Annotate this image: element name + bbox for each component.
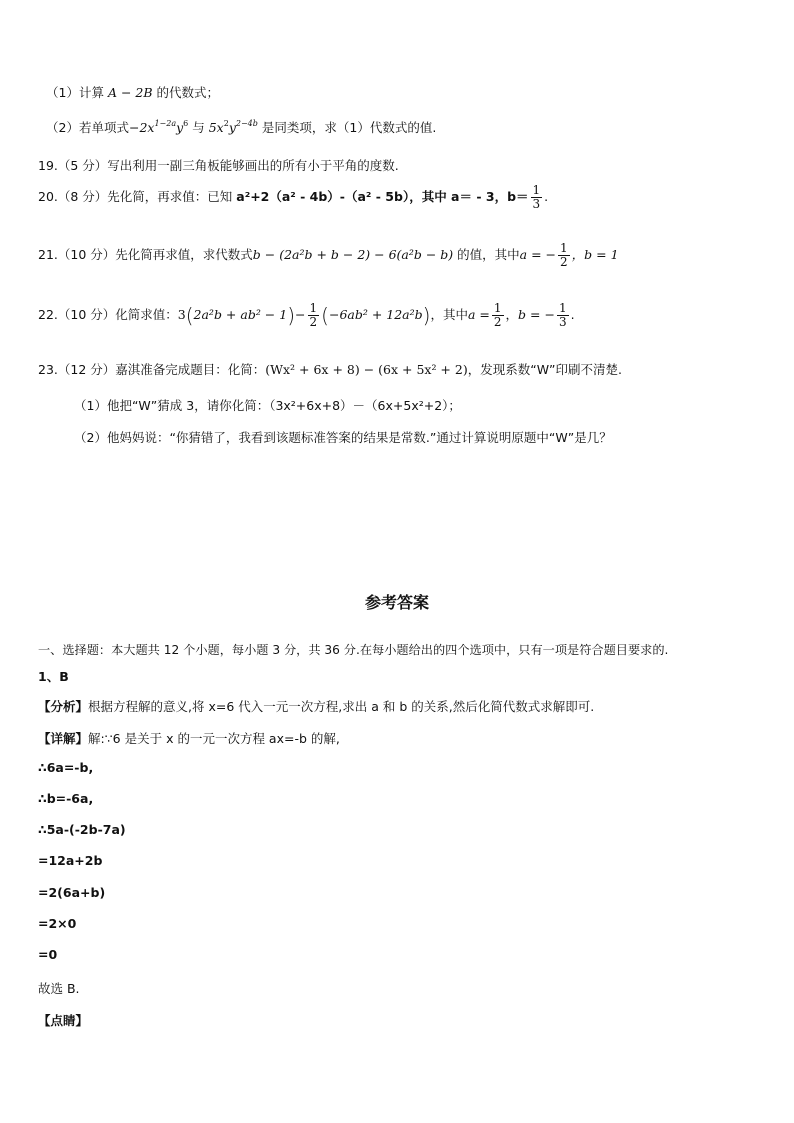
q22-close-paren-1: ) bbox=[287, 303, 296, 328]
q22-fraction-half bbox=[308, 302, 320, 329]
q22-inner-2: −6ab² + 12a²b bbox=[328, 307, 423, 322]
question-21 bbox=[38, 242, 619, 269]
q21-expression: b − (2a²b + b − 2) − 6(a²b − b) bbox=[252, 247, 454, 262]
q21-fraction bbox=[558, 242, 570, 269]
q21-frac-denominator: 2 bbox=[560, 255, 568, 269]
q22-f1-denominator: 2 bbox=[309, 315, 318, 329]
q20-prefix: 20.（8 分）先化简，再求值：已知 bbox=[38, 189, 237, 204]
solution-conclusion: 故选 B. bbox=[38, 981, 80, 996]
answer-1: 1、B bbox=[38, 669, 69, 684]
q23-expression: (Wx² + 6x + 8) − (6x + 5x² + 2) bbox=[265, 362, 468, 377]
q22-minus: − bbox=[295, 307, 306, 322]
q18-part1-suffix: 的代数式； bbox=[152, 85, 220, 100]
solution-step: ∴5a-(-2b-7a) bbox=[38, 822, 126, 837]
solution-step: =2(6a+b) bbox=[38, 885, 106, 900]
q18-part2-suffix: 是同类项，求（1）代数式的值. bbox=[257, 120, 437, 135]
q21-a-value: a = − bbox=[519, 247, 557, 262]
solution-step: ∴b=-6a, bbox=[38, 791, 94, 806]
q20-frac-numerator: 1 bbox=[532, 183, 541, 197]
monomial-2-x-exponent: 2 bbox=[223, 119, 229, 128]
q20-suffix: . bbox=[544, 189, 549, 204]
q22-f3-denominator: 3 bbox=[558, 315, 567, 329]
q22-close-paren-2: ) bbox=[422, 303, 431, 328]
q22-open-paren-1: ( bbox=[185, 303, 194, 328]
q18-part1-prefix: （1）计算 bbox=[46, 85, 108, 100]
analysis-label: 【分析】 bbox=[38, 699, 89, 714]
monomial-2-y: y bbox=[228, 120, 236, 135]
q22-b-value: b = − bbox=[518, 307, 555, 322]
detail-text: 解:∵6 是关于 x 的一元一次方程 ax=-b 的解, bbox=[88, 731, 340, 746]
answers-section-heading: 一、选择题：本大题共 12 个小题，每小题 3 分，共 36 分.在每小题给出的四个选项中，只有一项是符合题目要求的. bbox=[38, 643, 669, 657]
solution-step: ∴6a=-b, bbox=[38, 760, 94, 775]
q18-part2 bbox=[46, 118, 436, 136]
monomial-2-coef: 5x bbox=[208, 120, 224, 135]
q22-prefix: 22.（10 分）化简求值： bbox=[38, 307, 178, 322]
q20-fraction bbox=[531, 184, 543, 211]
q18-part1-expression: A − 2B bbox=[107, 85, 153, 100]
q22-coef: 3 bbox=[177, 307, 186, 322]
solution-step: =2×0 bbox=[38, 916, 77, 931]
monomial-1-x-exponent: 1−2a bbox=[154, 119, 177, 128]
analysis-text: 根据方程解的意义,将 x=6 代入一元一次方程,求出 a 和 b 的关系,然后化简代数式求解即可. bbox=[88, 699, 595, 714]
q22-separator: ， bbox=[505, 307, 519, 322]
comment-label: 【点睛】 bbox=[38, 1013, 89, 1028]
q22-fraction-a bbox=[492, 302, 504, 329]
q22-suffix: . bbox=[570, 307, 575, 322]
q21-suffix: ，b = 1 bbox=[571, 247, 619, 262]
detail-line bbox=[38, 729, 340, 747]
answers-title: 参考答案 bbox=[364, 593, 429, 612]
question-22 bbox=[38, 302, 575, 329]
q20-values: ，其中 a＝ - 3，b＝ bbox=[409, 189, 529, 204]
question-20 bbox=[38, 184, 548, 211]
q22-f2-numerator: 1 bbox=[493, 301, 502, 315]
analysis-line bbox=[38, 697, 594, 715]
q18-part2-prefix: （2）若单项式 bbox=[46, 120, 129, 135]
q22-open-paren-2: ( bbox=[321, 303, 329, 328]
q21-prefix: 21.（10 分）先化简再求值，求代数式 bbox=[38, 247, 253, 262]
q18-part1 bbox=[46, 83, 219, 101]
q22-f2-denominator: 2 bbox=[493, 315, 502, 329]
monomial-1-y-exponent: 6 bbox=[183, 119, 189, 128]
q23-sub-2: （2）他妈妈说：“你猜错了，我看到该题标准答案的结果是常数.”通过计算说明原题中“W”是几？ bbox=[74, 430, 612, 445]
q23-suffix: ，发现系数“W”印刷不清楚. bbox=[467, 362, 623, 377]
question-23 bbox=[38, 360, 622, 378]
monomial-1-y: y bbox=[176, 120, 184, 135]
q21-frac-numerator: 1 bbox=[560, 241, 568, 255]
q22-f3-numerator: 1 bbox=[558, 301, 567, 315]
detail-label: 【详解】 bbox=[38, 731, 89, 746]
q22-middle: ，其中 bbox=[430, 307, 468, 322]
q22-fraction-b bbox=[557, 302, 569, 329]
q20-expression: a²+2（a² - 4b）-（a² - 5b） bbox=[236, 189, 410, 204]
q23-sub-1: （1）他把“W”猜成 3，请你化简：（3x²+6x+8）－（6x+5x²+2）； bbox=[74, 398, 461, 413]
q21-middle: 的值，其中 bbox=[453, 247, 520, 262]
q22-a-value: a = bbox=[467, 307, 490, 322]
monomial-2-y-exponent: 2−4b bbox=[235, 119, 258, 128]
q22-f1-numerator: 1 bbox=[309, 301, 318, 315]
q20-frac-denominator: 3 bbox=[532, 197, 541, 211]
q23-prefix: 23.（12 分）嘉淇准备完成题目：化简： bbox=[38, 362, 266, 377]
solution-step: =0 bbox=[38, 947, 58, 962]
q22-inner-1: 2a²b + ab² − 1 bbox=[193, 307, 288, 322]
solution-step: =12a+2b bbox=[38, 853, 103, 868]
question-19: 19.（5 分）写出利用一副三角板能够画出的所有小于平角的度数. bbox=[38, 158, 399, 173]
q18-part2-middle: 与 bbox=[188, 120, 209, 135]
monomial-1-coef: −2x bbox=[128, 120, 155, 135]
